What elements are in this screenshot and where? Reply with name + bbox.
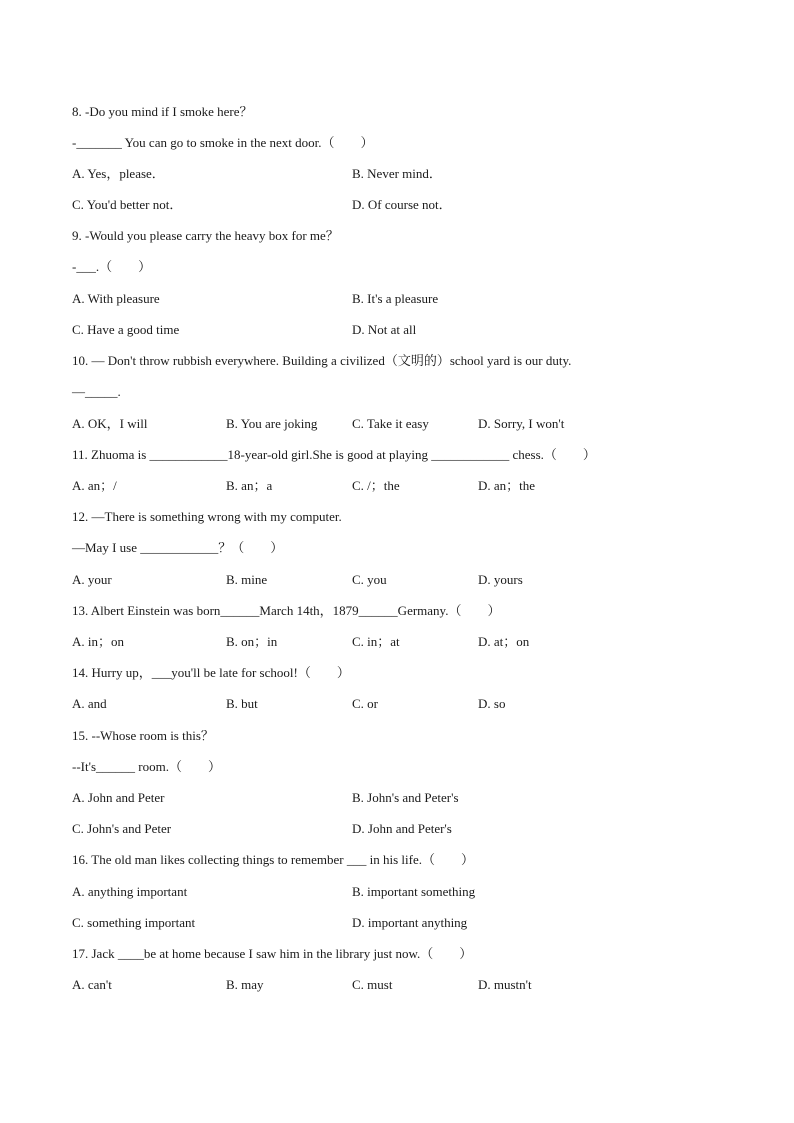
question-9-reply: -___.（ ） [72,259,152,274]
question-9-stem: 9. -Would you please carry the heavy box for me？ [72,228,339,243]
question-15-option-d: D. John and Peter's [352,821,452,836]
question-17-option-b: B. may [226,977,264,992]
question-10-option-a: A. OK，I will [72,416,148,431]
question-14-option-d: D. so [478,696,506,711]
question-16-option-b: B. important something [352,884,476,899]
question-15-reply: --It's______ room.（ ） [72,759,221,774]
question-11-option-c: C. /；the [352,478,400,493]
question-12-option-a: A. your [72,572,112,587]
question-13-option-c: C. in；at [352,634,400,649]
question-8-option-d: D. Of course not． [352,197,452,212]
question-8-stem: 8. -Do you mind if I smoke here？ [72,104,253,119]
question-12-reply: —May I use ____________？（ ） [72,540,284,555]
question-10-reply: —_____. [72,384,121,399]
question-9-option-d: D. Not at all [352,322,417,337]
question-15-option-b: B. John's and Peter's [352,790,459,805]
question-11-option-a: A. an；/ [72,478,117,493]
question-11-option-d: D. an；the [478,478,536,493]
question-15-stem: 15. --Whose room is this？ [72,728,214,743]
question-13-option-a: A. in；on [72,634,125,649]
question-16-option-d: D. important anything [352,915,468,930]
question-12-option-b: B. mine [226,572,268,587]
question-9-option-b: B. It's a pleasure [352,291,439,306]
question-10-stem: 10. — Don't throw rubbish everywhere. Building a civilized（文明的）school yard is our duty. [72,353,572,368]
question-17-option-a: A. can't [72,977,112,992]
question-12-option-c: C. you [352,572,387,587]
question-16-option-a: A. anything important [72,884,188,899]
question-12-stem: 12. —There is something wrong with my computer. [72,509,342,524]
question-9-option-a: A. With pleasure [72,291,160,306]
question-8-option-a: A. Yes，please． [72,166,165,181]
question-9-option-c: C. Have a good time [72,322,180,337]
question-13-option-d: D. at；on [478,634,530,649]
question-12-option-d: D. yours [478,572,523,587]
question-13-option-b: B. on；in [226,634,278,649]
question-16-stem: 16. The old man likes collecting things to remember ___ in his life.（ ） [72,852,474,867]
question-15-option-c: C. John's and Peter [72,821,172,836]
question-17-stem: 17. Jack ____be at home because I saw him in the library just now.（ ） [72,946,473,961]
question-11-option-b: B. an；a [226,478,273,493]
question-10-option-d: D. Sorry, I won't [478,416,565,431]
question-16-option-c: C. something important [72,915,196,930]
question-15-option-a: A. John and Peter [72,790,165,805]
question-14-stem: 14. Hurry up，___you'll be late for school!（ ） [72,665,350,680]
question-17-option-d: D. mustn't [478,977,532,992]
question-10-option-b: B. You are joking [226,416,318,431]
question-17-option-c: C. must [352,977,393,992]
question-14-option-c: C. or [352,696,378,711]
question-11-stem: 11. Zhuoma is ____________18-year-old girl.She is good at playing ____________ chess.（ ） [72,447,596,462]
question-8-reply: -_______ You can go to smoke in the next door.（ ） [72,135,374,150]
question-14-option-b: B. but [226,696,258,711]
question-8-option-c: C. You'd better not． [72,197,183,212]
question-10-option-c: C. Take it easy [352,416,429,431]
question-13-stem: 13. Albert Einstein was born______March 14th，1879______Germany.（ ） [72,603,501,618]
question-8-option-b: B. Never mind． [352,166,442,181]
question-14-option-a: A. and [72,696,107,711]
